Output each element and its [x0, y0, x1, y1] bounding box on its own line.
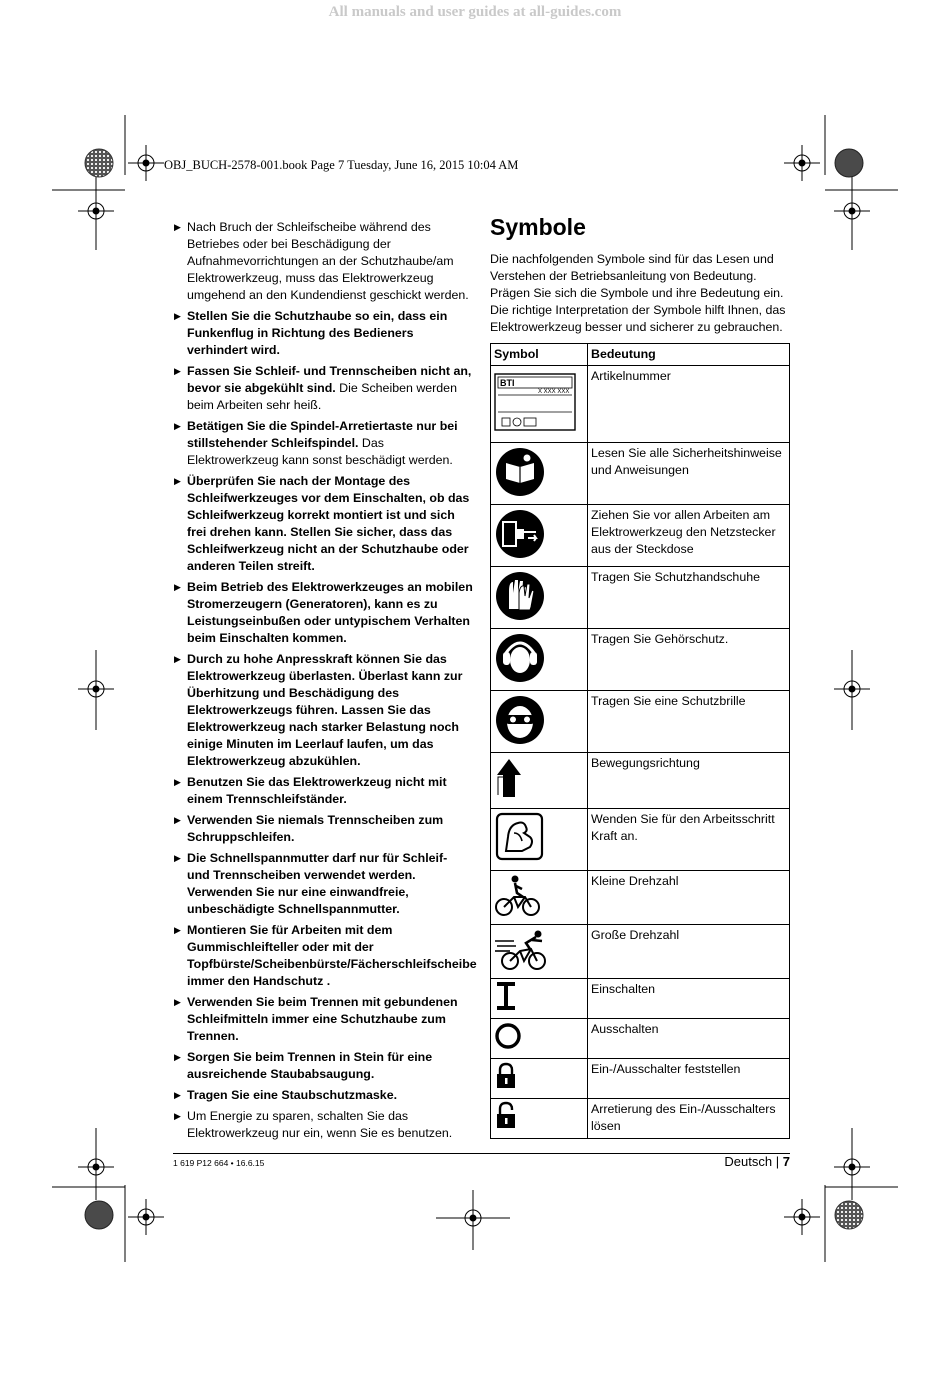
table-row	[491, 1059, 790, 1099]
bullet-triangle-icon: ▶	[174, 222, 181, 232]
force-icon	[494, 811, 546, 863]
meaning-cell: Große Drehzahl	[588, 925, 790, 979]
meaning-cell: Bewegungsrichtung	[588, 753, 790, 809]
footer-page	[724, 1154, 790, 1169]
instruction-bullet	[173, 812, 473, 846]
col-meaning-header: Bedeutung	[588, 344, 790, 366]
instruction-bold-text: Montieren Sie für Arbeiten mit dem Gummischleifteller oder mit der Topfbürste/Scheibenbürste/Fächerschleifscheibe immer den Handschutz .	[187, 923, 477, 988]
bullet-triangle-icon: ▶	[174, 853, 181, 863]
high-speed-icon	[494, 927, 554, 971]
nameplate-brand: BTI	[500, 378, 515, 388]
crosshair-mark	[78, 193, 114, 229]
table-row	[491, 567, 790, 629]
instruction-bullet	[173, 579, 473, 647]
instruction-bullet	[173, 1087, 473, 1104]
table-row	[491, 925, 790, 979]
registration-disc	[85, 149, 113, 177]
instruction-bold-text: Beim Betrieb des Elektrowerkzeuges an mobilen Stromerzeugern (Generatoren), kann es zu Leistungseinbußen oder untypischem Verhalten beim Einschalten kommen.	[187, 580, 473, 645]
meaning-cell: Artikelnummer	[588, 366, 790, 443]
crosshair-mark	[78, 1149, 114, 1185]
instruction-bullet	[173, 418, 473, 469]
table-row	[491, 809, 790, 871]
bullet-triangle-icon: ▶	[174, 925, 181, 935]
instruction-bullet	[173, 651, 473, 770]
table-row	[491, 691, 790, 753]
safety-instructions	[173, 219, 477, 1146]
section-intro: Die nachfolgenden Symbole sind für das Lesen und Verstehen der Betriebsanleitung von Bedeutung. Prägen Sie sich die Symbole und ihre Bedeutung ein. Die richtige Interpretation der Symbole hilft Ihnen, das Elektrowerkzeug besser und sicherer zu gebrauchen.	[490, 252, 786, 334]
crosshair-mark	[128, 145, 164, 181]
bullet-triangle-icon: ▶	[174, 815, 181, 825]
meaning-cell: Wenden Sie für den Arbeitsschritt Kraft an.	[588, 809, 790, 871]
safety-goggles-icon	[494, 693, 546, 745]
meaning-cell: Ziehen Sie vor allen Arbeiten am Elektrowerkzeug den Netzstecker aus der Steckdose	[588, 505, 790, 567]
instruction-text: Das Elektrowerkzeug kann sonst beschädigt werden.	[187, 436, 453, 467]
footer-language: Deutsch	[724, 1154, 773, 1169]
gloves-icon	[494, 569, 546, 621]
lock-closed-icon	[494, 1061, 524, 1091]
instruction-bold-text: Durch zu hohe Anpresskraft können Sie das Elektrowerkzeug überlasten. Überlast kann zur Überhitzung und Beschädigung des Elektrowerkzeugs führen. Lassen Sie das Elektrowerkzeug nach starker Belastung noch einige Minuten im Leerlauf laufen, um das Elektrowerkzeug abzukühlen.	[187, 652, 463, 768]
table-row	[491, 753, 790, 809]
nameplate-icon	[494, 368, 578, 432]
bullet-triangle-icon: ▶	[174, 777, 181, 787]
registration-disc	[85, 1201, 113, 1229]
switch-on-icon	[494, 981, 524, 1011]
footer-rule	[173, 1153, 790, 1154]
bullet-triangle-icon: ▶	[174, 311, 181, 321]
symbols-section	[490, 214, 790, 1139]
instruction-bullet	[173, 473, 473, 575]
table-row	[491, 366, 790, 443]
registration-disc	[835, 149, 863, 177]
page-number: 7	[782, 1154, 790, 1169]
table-row	[491, 1099, 790, 1139]
instruction-bold-text: Stellen Sie die Schutzhaube so ein, dass ein Funkenflug in Richtung des Bedieners verhindert wird.	[187, 309, 448, 357]
registration-disc	[835, 1201, 863, 1229]
bullet-triangle-icon: ▶	[174, 421, 181, 431]
instruction-bold-text: Verwenden Sie niemals Trennscheiben zum Schruppschleifen.	[187, 813, 444, 844]
col-symbol-header: Symbol	[491, 344, 588, 366]
instruction-bullet	[173, 774, 473, 808]
bullet-triangle-icon: ▶	[174, 654, 181, 664]
nameplate-code: X XXX XXX	[538, 389, 570, 395]
watermark: All manuals and user guides at all-guides.com	[328, 4, 622, 20]
switch-off-icon	[494, 1021, 524, 1051]
direction-arrow-icon	[494, 755, 534, 801]
crosshair-mark	[834, 1149, 870, 1185]
meaning-cell: Kleine Drehzahl	[588, 871, 790, 925]
instruction-bullet	[173, 922, 477, 990]
crosshair-mark	[78, 671, 114, 707]
meaning-cell: Lesen Sie alle Sicherheitshinweise und Anweisungen	[588, 443, 790, 505]
meaning-cell: Arretierung des Ein-/Ausschalters lösen	[588, 1099, 790, 1139]
crosshair-mark	[834, 671, 870, 707]
instruction-bold-text: Benutzen Sie das Elektrowerkzeug nicht mit einem Trennschleifständer.	[187, 775, 447, 806]
meaning-cell: Ausschalten	[588, 1019, 790, 1059]
bullet-triangle-icon: ▶	[174, 1052, 181, 1062]
read-manual-icon	[494, 445, 546, 497]
crosshair-mark	[784, 1199, 820, 1235]
table-row	[491, 443, 790, 505]
crosshair-mark	[834, 193, 870, 229]
crosshair-mark	[784, 145, 820, 181]
instruction-text: Um Energie zu sparen, schalten Sie das Elektrowerkzeug nur ein, wenn Sie es benutzen.	[187, 1109, 453, 1140]
instruction-text: Die Scheiben werden beim Arbeiten sehr heiß.	[187, 381, 457, 412]
lock-open-icon	[494, 1101, 524, 1131]
instruction-bold-text: Verwenden Sie beim Trennen mit gebundenen Schleifmitteln immer eine Schutzhaube zum Trennen.	[187, 995, 458, 1043]
crosshair-mark	[455, 1200, 491, 1236]
instruction-bold-text: Betätigen Sie die Spindel-Arretiertaste nur bei stillstehender Schleifspindel.	[187, 419, 458, 450]
instruction-text: Nach Bruch der Schleifscheibe während des Betriebes oder bei Beschädigung der Aufnahmevorrichtungen an der Schutzhaube/am Elektrowerkzeug, muss das Elektrowerkzeug umgehend an den Kundendienst geschickt werden.	[187, 220, 469, 302]
instruction-bullet	[173, 1108, 473, 1142]
table-header-row	[491, 344, 790, 366]
instruction-bold-text: Tragen Sie eine Staubschutzmaske.	[187, 1088, 398, 1102]
instruction-bullet	[173, 219, 473, 304]
instruction-bullet	[173, 363, 473, 414]
slow-speed-icon	[494, 873, 546, 917]
footer-code: 1 619 P12 664 • 16.6.15	[173, 1158, 265, 1168]
symbols-table	[490, 343, 790, 1139]
unplug-icon	[494, 507, 546, 559]
table-row	[491, 871, 790, 925]
bullet-triangle-icon: ▶	[174, 476, 181, 486]
meaning-cell: Tragen Sie Schutzhandschuhe	[588, 567, 790, 629]
meaning-cell: Ein-/Ausschalter feststellen	[588, 1059, 790, 1099]
book-header: OBJ_BUCH-2578-001.book Page 7 Tuesday, June 16, 2015 10:04 AM	[164, 158, 519, 172]
table-row	[491, 979, 790, 1019]
instruction-bold-text: Überprüfen Sie nach der Montage des Schleifwerkzeuges vor dem Einschalten, ob das Schleifwerkzeug korrekt montiert ist und sich frei drehen kann. Stellen Sie sicher, dass das Schleifwerkzeug nicht an der Schutzhaube oder anderen Teilen streift.	[187, 474, 470, 573]
bullet-triangle-icon: ▶	[174, 1111, 181, 1121]
table-row	[491, 1019, 790, 1059]
ear-protection-icon	[494, 631, 546, 683]
instruction-bullet	[173, 308, 473, 359]
crosshair-mark	[128, 1199, 164, 1235]
bullet-triangle-icon: ▶	[174, 1090, 181, 1100]
instruction-bold-text: Die Schnellspannmutter darf nur für Schleif- und Trennscheiben verwendet werden. Verwenden Sie nur eine einwandfreie, unbeschädigte Schnellspannmutter.	[187, 851, 448, 916]
table-row	[491, 505, 790, 567]
meaning-cell: Einschalten	[588, 979, 790, 1019]
section-title: Symbole	[490, 214, 586, 240]
instruction-bold-text: Sorgen Sie beim Trennen in Stein für eine ausreichende Staubabsaugung.	[187, 1050, 433, 1081]
instruction-bullet	[173, 1049, 473, 1083]
bullet-triangle-icon: ▶	[174, 366, 181, 376]
meaning-cell: Tragen Sie eine Schutzbrille	[588, 691, 790, 753]
bullet-triangle-icon: ▶	[174, 582, 181, 592]
instruction-bullet	[173, 850, 473, 918]
bullet-triangle-icon: ▶	[174, 997, 181, 1007]
instruction-bold-text: Fassen Sie Schleif- und Trennscheiben nicht an, bevor sie abgekühlt sind.	[187, 364, 472, 395]
meaning-cell: Tragen Sie Gehörschutz.	[588, 629, 790, 691]
footer-separator: |	[775, 1154, 780, 1169]
instruction-bullet	[173, 994, 473, 1045]
table-row	[491, 629, 790, 691]
